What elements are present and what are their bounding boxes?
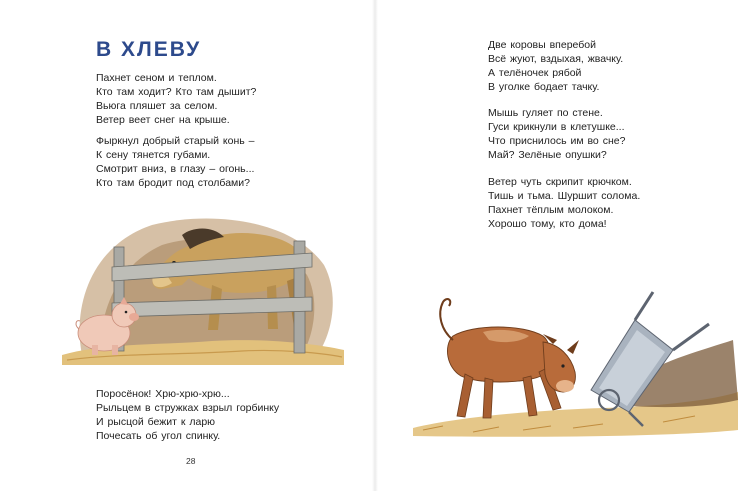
verse-line: Мышь гуляет по стене. bbox=[488, 107, 603, 119]
verse-line: Что приснилось им во сне? bbox=[488, 135, 626, 147]
calf-and-wheelbarrow-illustration bbox=[403, 280, 743, 440]
stanza-1 bbox=[96, 71, 256, 127]
verse-line: Почесать об угол спинку. bbox=[96, 430, 221, 442]
verse-line: К сену тянется губами. bbox=[96, 149, 211, 161]
verse-line: Всё жуют, вздыхая, жвачку. bbox=[488, 53, 624, 65]
verse-line: Фыркнул добрый старый конь – bbox=[96, 135, 255, 147]
horse-and-piglet-illustration bbox=[62, 205, 344, 365]
verse-line: Май? Зелёные опушки? bbox=[488, 149, 607, 161]
verse-line: Гуси крикнули в клетушке... bbox=[488, 121, 625, 133]
stanza-3 bbox=[96, 387, 279, 443]
verse-line: Вьюга пляшет за селом. bbox=[96, 100, 218, 112]
verse-line: В уголке бодает тачку. bbox=[488, 81, 600, 93]
verse-line: Две коровы вперебой bbox=[488, 39, 596, 51]
stanza-4 bbox=[488, 38, 623, 94]
verse-line: Поросёнок! Хрю-хрю-хрю... bbox=[96, 388, 230, 400]
verse-line: Ветер чуть скрипит крючком. bbox=[488, 176, 632, 188]
page-number: 28 bbox=[186, 456, 196, 466]
verse-line: Хорошо тому, кто дома! bbox=[488, 218, 607, 230]
right-page bbox=[375, 0, 750, 491]
verse-line: Ветер веет снег на крыше. bbox=[96, 114, 230, 126]
verse-line: Пахнет сеном и теплом. bbox=[96, 72, 217, 84]
verse-line: Кто там ходит? Кто там дышит? bbox=[96, 86, 257, 98]
stanza-5 bbox=[488, 106, 625, 162]
verse-line: А телёночек рябой bbox=[488, 67, 582, 79]
verse-line: Смотрит вниз, в глазу – огонь... bbox=[96, 163, 255, 175]
verse-line: Пахнет тёплым молоком. bbox=[488, 204, 614, 216]
poem-title: В ХЛЕВУ bbox=[96, 38, 202, 61]
verse-line: Кто там бродит под столбами? bbox=[96, 177, 250, 189]
stanza-6 bbox=[488, 175, 640, 231]
stanza-2 bbox=[96, 134, 255, 190]
verse-line: Тишь и тьма. Шуршит солома. bbox=[488, 190, 641, 202]
verse-line: Рыльцем в стружках взрыл горбинку bbox=[96, 402, 280, 414]
verse-line: И рысцой бежит к ларю bbox=[96, 416, 216, 428]
